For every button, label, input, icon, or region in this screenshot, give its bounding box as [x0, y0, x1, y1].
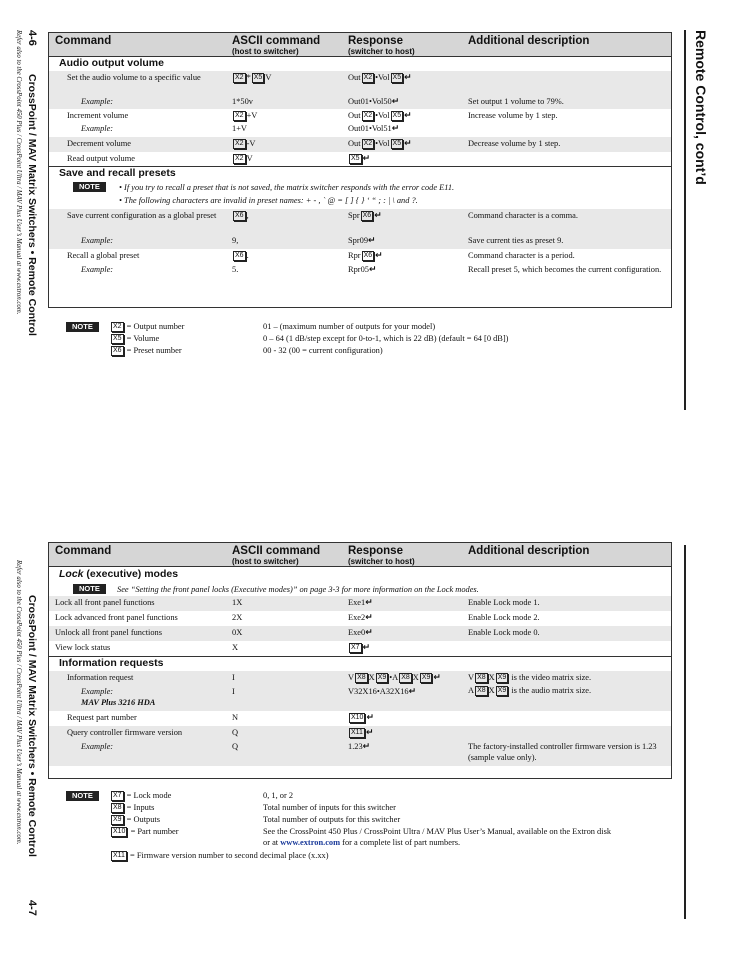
- table-row: Decrement volume X2 -V Out X2 •Vol X5 ↵ Decrease volume by 1 step.: [49, 137, 671, 152]
- header-command: Command: [55, 545, 112, 557]
- table-row: Increment volume X2 +V Out X2 •Vol X5 ↵ Increase volume by 1 step.: [67, 111, 558, 121]
- header-ascii: ASCII command (host to switcher): [232, 35, 321, 56]
- return-icon: ↵: [391, 97, 400, 107]
- table-row: Query controller firmware version Q X11 ↵: [49, 726, 671, 740]
- note-badge: NOTE: [66, 791, 99, 801]
- table-row: View lock status X X7 ↵: [55, 643, 371, 653]
- note-badge: NOTE: [66, 322, 99, 332]
- table-row: Recall a global preset X6 . Rpr X6 ↵ Command character is a period.: [67, 251, 575, 261]
- note-badge: NOTE: [73, 182, 106, 192]
- header-command: Command: [55, 35, 112, 47]
- extron-link[interactable]: www.extron.com: [280, 838, 341, 847]
- table-row: Unlock all front panel functions 0X Exe0↵ Enable Lock mode 0.: [49, 626, 671, 641]
- return-icon: ↵: [365, 628, 373, 638]
- return-icon: ↵: [365, 728, 374, 738]
- note-line: X9 = Outputs: [113, 815, 160, 824]
- table-row: Example: MAV Plus 3216 HDA I V32X16•A32X16↵ A X8 X X9 is the audio matrix size.: [49, 685, 671, 711]
- right-margin-rule: [684, 545, 686, 919]
- note-line: or at www.extron.com for a complete list of part numbers.: [263, 838, 461, 847]
- table-row: Example: 5. Rpr05↵ Recall preset 5, which becomes the current configuration.: [81, 265, 662, 275]
- return-icon: ↵: [433, 673, 441, 683]
- note-line: X2 = Output number: [113, 322, 185, 331]
- return-icon: ↵: [374, 211, 382, 221]
- header-description: Additional description: [468, 35, 590, 47]
- return-icon: ↵: [368, 265, 377, 275]
- table-row: Example: 1*50v Out01•Vol50↵ Set output 1 volume to 79%.: [49, 95, 671, 109]
- return-icon: ↵: [362, 154, 371, 164]
- table-row: Save current configuration as a global preset X6 , Spr X6 ↵ Command character is a comma.: [49, 209, 671, 234]
- right-margin-rule: [684, 30, 686, 410]
- return-icon: ↵: [404, 139, 412, 149]
- command-table-bottom: [48, 542, 672, 779]
- table-row: Information request I V X8 X X9 •A X8 X X9 ↵ V X8 X X9 is the video matrix size.: [49, 671, 671, 685]
- note-row: NOTE See “Setting the front panel locks (Executive modes)” on page 3-3 for more information on the Lock modes.: [49, 583, 671, 596]
- return-icon: ↵: [366, 713, 375, 723]
- return-icon: ↵: [404, 73, 412, 83]
- note-row: NOTE • If you try to recall a preset that is not saved, the matrix switcher responds with the error code E11.: [49, 181, 671, 194]
- command-table-top: [48, 32, 672, 308]
- note-line: X10 = Part number: [113, 827, 179, 836]
- return-icon: ↵: [408, 687, 417, 697]
- section-lock-modes: Lock (executive) modes: [59, 568, 179, 580]
- note-line: X11 = Firmware version number to second decimal place (x.xx): [113, 851, 329, 860]
- table-row: Set the audio volume to a specific value X2 * X5 V Out X2 •Vol X5 ↵: [49, 71, 671, 95]
- note-line: X6 = Preset number: [113, 346, 182, 355]
- section-information-requests: Information requests: [49, 656, 671, 671]
- header-response: Response (switcher to host): [348, 35, 415, 56]
- page-number: 4-7: [26, 900, 38, 916]
- section-presets: Save and recall presets: [49, 166, 671, 181]
- table-row: Lock advanced front panel functions 2X Exe2↵ Enable Lock mode 2.: [55, 613, 540, 623]
- manual-reference: Refer also to the CrossPoint 450 Plus / CrossPoint Ultra / MAV Plus User’s Manual at www.extron.com.: [15, 30, 22, 315]
- note-line: X8 = Inputs: [113, 803, 155, 812]
- manual-reference: Refer also to the CrossPoint 450 Plus / CrossPoint Ultra / MAV Plus User’s Manual at www.extron.com.: [15, 560, 22, 845]
- return-icon: ↵: [375, 251, 383, 261]
- page-number: 4-6: [26, 30, 38, 46]
- table-header: [49, 33, 671, 57]
- return-icon: ↵: [404, 111, 412, 121]
- table-row: Read output volume X2 V X5 ↵: [67, 154, 371, 164]
- table-row: Example: 1+V Out01•Vol51↵: [81, 124, 400, 134]
- header-ascii: ASCII command (host to switcher): [232, 545, 321, 566]
- return-icon: ↵: [368, 236, 376, 246]
- return-icon: ↵: [365, 613, 373, 623]
- header-description: Additional description: [468, 545, 590, 557]
- section-audio-volume: Audio output volume: [59, 57, 164, 69]
- running-header-right: Remote Control, cont’d: [693, 30, 709, 185]
- table-row: Request part number N X10 ↵: [67, 713, 375, 723]
- note-line: X7 = Lock mode: [113, 791, 172, 800]
- table-row: Example: 9, Spr09↵ Save current ties as preset 9.: [49, 234, 671, 249]
- return-icon: ↵: [391, 124, 400, 134]
- header-response: Response (switcher to host): [348, 545, 415, 566]
- chapter-title: CrossPoint / MAV Matrix Switchers • Remote Control: [26, 74, 38, 336]
- return-icon: ↵: [362, 643, 371, 653]
- note-line: X5 = Volume: [113, 334, 160, 343]
- table-row: Lock all front panel functions 1X Exe1↵ Enable Lock mode 1.: [49, 596, 671, 611]
- table-row: Example: Q 1.23↵ The factory-installed controller firmware version is 1.23 (sample value only).: [49, 740, 671, 766]
- table-header: [49, 543, 671, 567]
- return-icon: ↵: [362, 742, 371, 752]
- note-badge: NOTE: [73, 584, 106, 594]
- chapter-title: CrossPoint / MAV Matrix Switchers • Remote Control: [26, 595, 38, 857]
- note-row: • The following characters are invalid in preset names: + - , ` @ = [ ] { } ‘ “ ; : | \ and ?.: [119, 196, 418, 205]
- return-icon: ↵: [365, 598, 373, 608]
